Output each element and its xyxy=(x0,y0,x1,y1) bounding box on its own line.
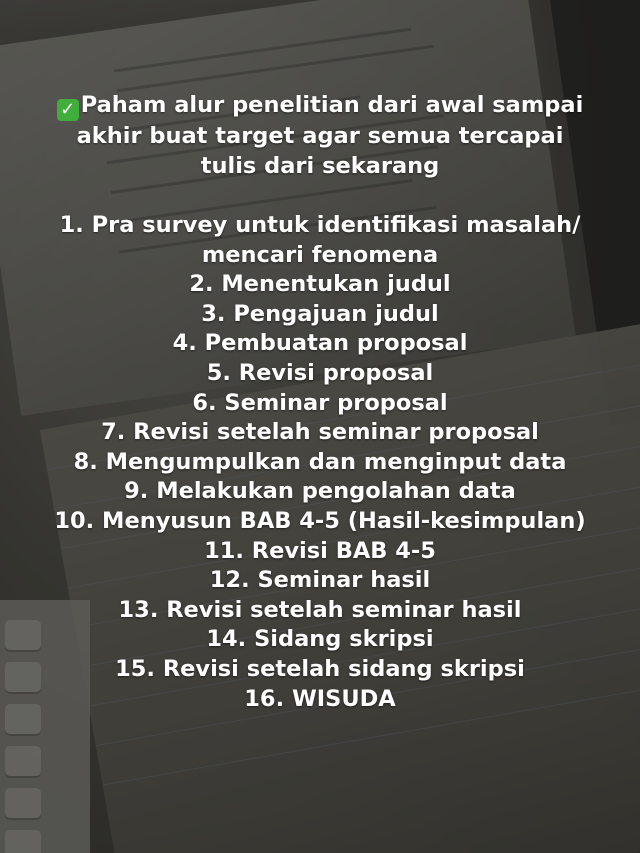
headline-text: Paham alur penelitian dari awal sampai akhir buat target agar semua tercapai tulis dari sekarang xyxy=(76,92,584,179)
step-item: 15. Revisi setelah sidang skripsi xyxy=(115,655,525,682)
steps-list xyxy=(0,211,640,714)
step-item: 1. Pra survey untuk identifikasi masalah/ mencari fenomena xyxy=(59,212,581,268)
step-item: 14. Sidang skripsi xyxy=(206,626,434,653)
step-item: 16. WISUDA xyxy=(244,685,396,712)
step-item: 13. Revisi setelah seminar hasil xyxy=(118,596,522,623)
text-overlay xyxy=(0,90,640,714)
step-item: 12. Seminar hasil xyxy=(209,567,431,594)
step-item: 10. Menyusun BAB 4-5 (Hasil-kesimpulan) xyxy=(54,507,586,534)
step-item: 7. Revisi setelah seminar proposal xyxy=(101,419,539,446)
check-mark-icon: ✓ xyxy=(57,99,79,121)
step-item: 2. Menentukan judul xyxy=(189,271,451,298)
headline xyxy=(30,90,610,181)
step-item: 4. Pembuatan proposal xyxy=(172,330,468,357)
step-item: 8. Mengumpulkan dan menginput data xyxy=(73,448,567,475)
step-item: 5. Revisi proposal xyxy=(206,359,434,386)
step-item: 6. Seminar proposal xyxy=(192,389,448,416)
step-item: 9. Melakukan pengolahan data xyxy=(124,478,516,505)
step-item: 3. Pengajuan judul xyxy=(201,300,439,327)
step-item: 11. Revisi BAB 4-5 xyxy=(204,537,436,564)
